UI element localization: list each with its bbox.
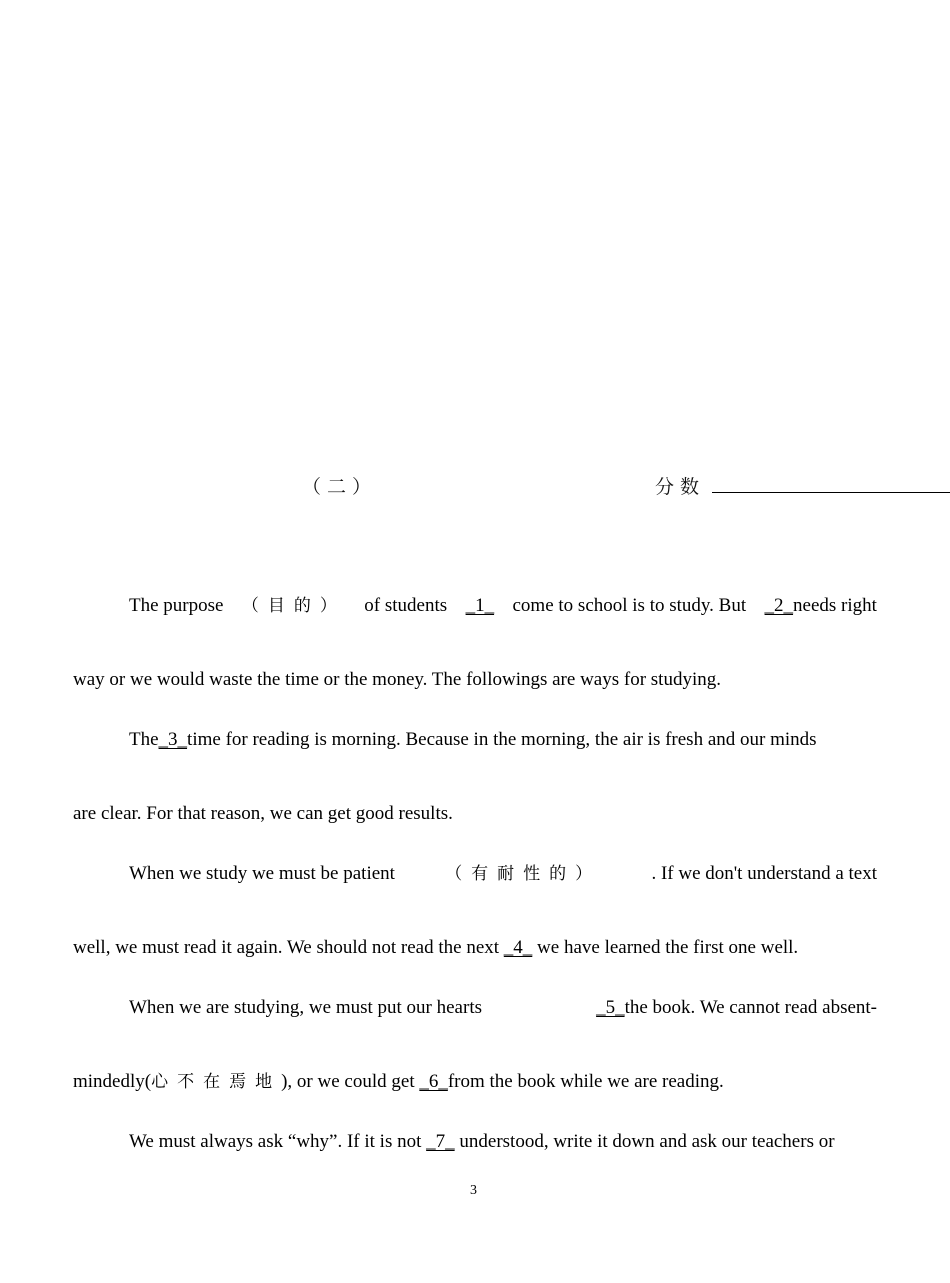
p4-text-e: from the book while we are reading.	[447, 1071, 724, 1092]
p2-text-b: time for reading is morning. Because in the morning, the air is fresh and our minds	[187, 729, 817, 750]
paragraph-2-line-2: are clear. For that reason, we can get good results.	[73, 803, 453, 824]
p3-text-d: well, we must read it again. We should not read the next	[73, 937, 500, 958]
paragraph-4-line-2	[73, 1070, 724, 1094]
p1-text-d: come to school is to study. But	[512, 595, 747, 616]
p4-text-a: When we are studying, we must put our hearts	[129, 997, 482, 1018]
p4-text-d: ), or we could get	[281, 1071, 415, 1092]
p3-text-c: . If we don't understand a text	[651, 863, 877, 884]
score-label: 分数	[655, 476, 706, 498]
p4-text-c: mindedly(	[73, 1071, 152, 1092]
blank-4[interactable]: _4_	[503, 937, 533, 958]
p4-text-b: the book. We cannot read absent-	[624, 997, 877, 1018]
paragraph-1-line-1	[129, 594, 877, 618]
p2-text-a: The	[129, 729, 159, 750]
p1-text-e: needs right	[793, 595, 877, 616]
p3-text-a: When we study we must be patient	[129, 863, 395, 884]
blank-2[interactable]: _2_	[764, 595, 794, 616]
blank-5[interactable]: _5_	[596, 997, 625, 1018]
p5-text-b: understood, write it down and ask our teachers or	[459, 1131, 835, 1152]
blank-3[interactable]: _3_	[158, 729, 188, 750]
page-number: 3	[470, 1183, 477, 1198]
section-title: （二）	[302, 476, 378, 498]
p5-text-a: We must always ask “why”. If it is not	[129, 1131, 422, 1152]
score-blank-line[interactable]	[712, 492, 950, 493]
paragraph-2-line-1	[129, 728, 877, 752]
blank-7[interactable]: _7_	[426, 1131, 455, 1152]
paragraph-4-line-1	[129, 996, 877, 1020]
p3-gloss: （有耐性的）	[445, 864, 602, 884]
paragraph-3-line-2	[73, 936, 798, 960]
blank-6[interactable]: _6_	[419, 1071, 448, 1092]
p1-text-a: The purpose	[129, 595, 224, 616]
p1-text-c: of students	[364, 595, 448, 616]
p3-text-e: we have learned the first one well.	[537, 937, 799, 958]
paragraph-5-line-1	[129, 1130, 835, 1154]
blank-1[interactable]: _1_	[465, 595, 495, 616]
paragraph-3-line-1	[129, 862, 877, 886]
p4-gloss: 心不在焉地	[151, 1072, 282, 1092]
p1-gloss: （目的）	[241, 596, 346, 616]
paragraph-1-line-2: way or we would waste the time or the money. The followings are ways for studying.	[73, 669, 721, 690]
